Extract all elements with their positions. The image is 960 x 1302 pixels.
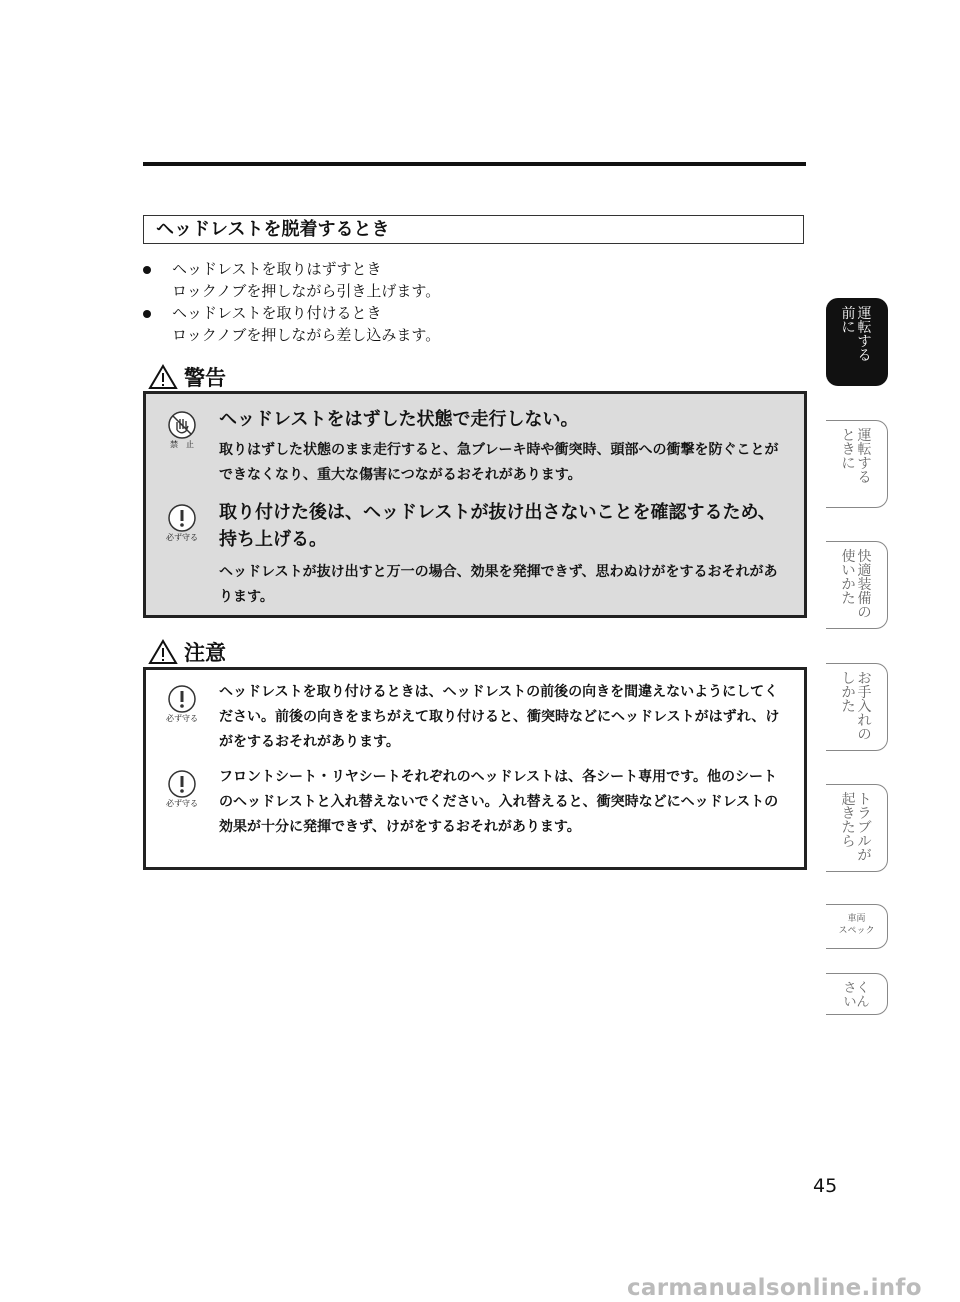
caution-text — [219, 765, 788, 840]
list-item — [143, 258, 803, 302]
warning-body: 取りはずした状態のまま走行すると、急ブレーキ時や衝突時、頭部への衝撃を防ぐことができなくなり、重大な傷害につながるおそれがあります。 — [219, 442, 779, 483]
warning-triangle-icon — [148, 364, 178, 390]
tab-label: 運転する — [857, 306, 872, 364]
tab-label: 使いかた — [841, 549, 856, 607]
tab-label: ときに — [841, 428, 856, 472]
bullet-title: ヘッドレストを取り付けるとき — [172, 304, 382, 322]
tab-index[interactable] — [826, 973, 888, 1015]
icon-caption: 必ず守る — [166, 799, 198, 808]
bullet-dot-icon — [143, 310, 151, 318]
tab-troubleshooting[interactable] — [826, 784, 888, 872]
tab-before-driving[interactable] — [826, 298, 888, 386]
warning-label: 警告 — [184, 366, 226, 390]
bullet-desc: ロックノブを押しながら引き上げます。 — [172, 282, 441, 300]
tab-label: スペック — [838, 926, 875, 936]
warning-box — [143, 391, 807, 618]
tab-label: いん — [843, 995, 870, 1010]
mandatory-exclamation-icon — [162, 503, 202, 543]
tab-label: 運転する — [857, 428, 872, 486]
warning-title: 取り付けた後は、ヘッドレストが抜け出さないことを確認するため、持ち上げる。 — [219, 502, 776, 550]
mandatory-exclamation-icon — [162, 684, 202, 724]
icon-caption: 必ず守る — [166, 714, 198, 723]
page-number: 45 — [813, 1175, 838, 1197]
warning-title: ヘッドレストをはずした状態で走行しない。 — [219, 409, 579, 430]
tab-label: 起きたら — [841, 792, 856, 850]
warning-heading — [148, 362, 226, 392]
top-rule — [143, 162, 806, 166]
tab-label: 快適装備の — [857, 549, 872, 621]
mandatory-exclamation-icon — [162, 769, 202, 809]
bullet-desc: ロックノブを押しながら差し込みます。 — [172, 326, 441, 344]
prohibition-hand-icon — [162, 410, 202, 450]
tab-label: お手入れの — [857, 671, 872, 743]
caution-triangle-icon — [148, 639, 178, 665]
caution-body: ヘッドレストを取り付けるときは、ヘッドレストの前後の向きを間違えないようにしてください。前後の向きをまちがえて取り付けると、衝突時などにヘッドレストがはずれ、けがをするおそれがあります。 — [219, 684, 780, 750]
caution-label: 注意 — [184, 641, 226, 665]
caution-body: フロントシート・リヤシートそれぞれのヘッドレストは、各シート専用です。他のシートのヘッドレストと入れ替えないでください。入れ替えると、衝突時などにヘッドレストの効果が十分に発揮できず、けがをするおそれがあります。 — [219, 769, 779, 835]
warning-body: ヘッドレストが抜け出すと万一の場合、効果を発揮できず、思わぬけがをするおそれがあります。 — [219, 564, 778, 605]
tab-label: しかた — [841, 671, 856, 715]
tab-comfort-equipment[interactable] — [826, 541, 888, 629]
tab-label: トラブルが — [857, 792, 872, 864]
tab-when-driving[interactable] — [826, 420, 888, 508]
section-title: ヘッドレストを脱着するとき — [143, 215, 804, 244]
footer-watermark: carmanualsonline.info — [627, 1275, 922, 1301]
warning-text — [219, 499, 788, 610]
caution-heading — [148, 637, 226, 667]
bullet-list — [143, 258, 803, 346]
warning-text — [219, 406, 788, 488]
caution-box — [143, 667, 807, 870]
tab-label: 前に — [841, 306, 856, 336]
list-item — [143, 302, 803, 346]
icon-caption: 禁 止 — [170, 440, 194, 449]
caution-text — [219, 680, 788, 755]
tab-label: 車両 — [847, 914, 866, 924]
bullet-dot-icon — [143, 266, 151, 274]
tab-vehicle-specs[interactable] — [826, 904, 888, 949]
tab-label: さく — [843, 981, 870, 996]
tab-maintenance[interactable] — [826, 663, 888, 751]
bullet-title: ヘッドレストを取りはずすとき — [172, 260, 382, 278]
icon-caption: 必ず守る — [166, 533, 198, 542]
